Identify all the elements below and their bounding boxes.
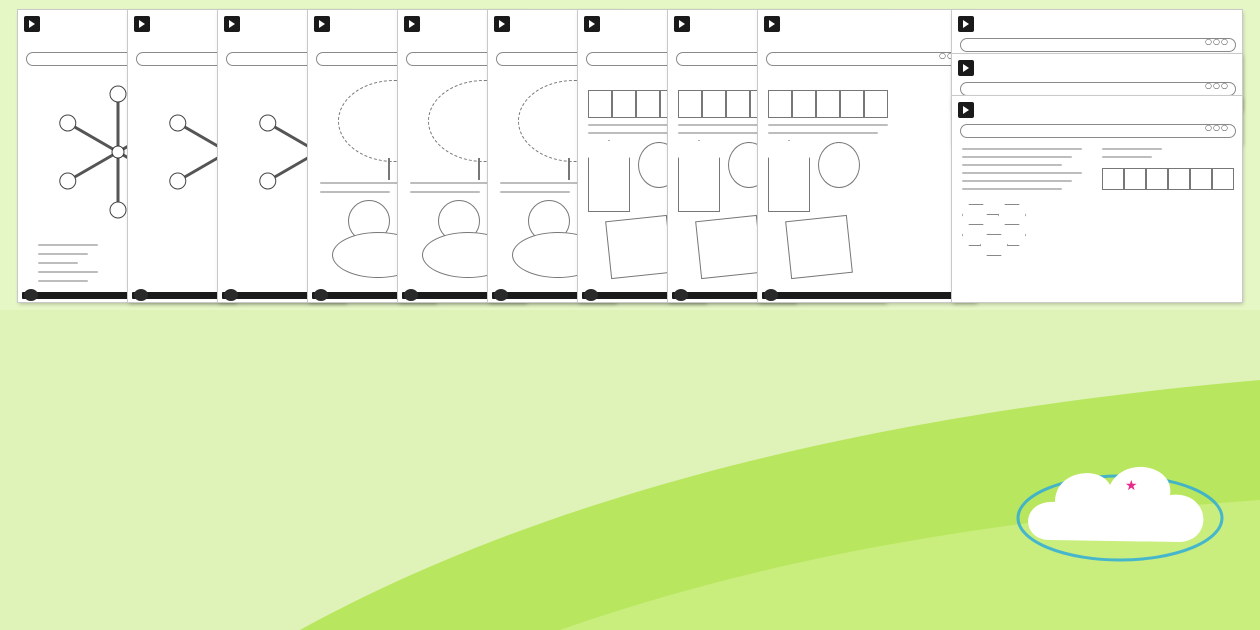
answer-box bbox=[588, 90, 612, 118]
text-line bbox=[962, 188, 1062, 190]
text-line bbox=[410, 191, 480, 193]
answer-box bbox=[702, 90, 726, 118]
text-line bbox=[962, 156, 1072, 158]
text-line bbox=[500, 191, 570, 193]
twinkl-cloud-logo bbox=[1010, 440, 1230, 620]
text-line bbox=[768, 124, 888, 126]
learning-objective-bar bbox=[960, 38, 1236, 52]
text-line bbox=[38, 262, 78, 264]
dice-box bbox=[1146, 168, 1168, 190]
dice-box bbox=[1190, 168, 1212, 190]
sheet-tag-icon bbox=[958, 16, 974, 32]
police-badge-sketch bbox=[818, 142, 860, 188]
text-line bbox=[1102, 156, 1152, 158]
evidence-sheet bbox=[695, 215, 763, 279]
sheet-tag-icon bbox=[24, 16, 40, 32]
evidence-sheet bbox=[785, 215, 853, 279]
sheet-tag-icon bbox=[314, 16, 330, 32]
answer-box bbox=[678, 90, 702, 118]
learning-objective-bar bbox=[960, 82, 1236, 96]
text-line bbox=[962, 148, 1082, 150]
pair-worksheet-page[interactable] bbox=[952, 96, 1242, 302]
answer-box bbox=[636, 90, 660, 118]
text-line bbox=[38, 271, 98, 273]
sheet-tag-icon bbox=[134, 16, 150, 32]
page-footer bbox=[762, 292, 972, 299]
worksheet-page[interactable] bbox=[758, 10, 976, 302]
house-sketch bbox=[678, 140, 720, 212]
sheet-tag-icon bbox=[494, 16, 510, 32]
sheet-tag-icon bbox=[584, 16, 600, 32]
house-sketch bbox=[768, 140, 810, 212]
text-line bbox=[962, 164, 1062, 166]
sheet-tag-icon bbox=[224, 16, 240, 32]
answer-box bbox=[816, 90, 840, 118]
sheet-tag-icon bbox=[764, 16, 780, 32]
dice-box bbox=[1212, 168, 1234, 190]
answer-box bbox=[840, 90, 864, 118]
text-line bbox=[320, 191, 390, 193]
dice-box bbox=[1168, 168, 1190, 190]
sheet-tag-icon bbox=[958, 60, 974, 76]
sheet-tag-icon bbox=[674, 16, 690, 32]
text-line bbox=[38, 244, 98, 246]
text-line bbox=[768, 132, 878, 134]
answer-box bbox=[612, 90, 636, 118]
dice-box bbox=[1124, 168, 1146, 190]
text-line bbox=[1102, 148, 1162, 150]
house-sketch bbox=[588, 140, 630, 212]
evidence-sheet bbox=[605, 215, 673, 279]
answer-box bbox=[864, 90, 888, 118]
text-line bbox=[962, 180, 1072, 182]
sheet-tag-icon bbox=[404, 16, 420, 32]
answer-box bbox=[768, 90, 792, 118]
text-line bbox=[320, 182, 400, 184]
answer-box bbox=[726, 90, 750, 118]
sheet-tag-icon bbox=[958, 102, 974, 118]
dice-box bbox=[1102, 168, 1124, 190]
learning-objective-bar bbox=[960, 124, 1236, 138]
text-line bbox=[962, 172, 1082, 174]
text-line bbox=[500, 182, 580, 184]
learning-objective-bar bbox=[766, 52, 970, 66]
text-line bbox=[410, 182, 490, 184]
text-line bbox=[38, 253, 88, 255]
twinkl-star-icon: ★ bbox=[1125, 478, 1138, 494]
answer-box bbox=[792, 90, 816, 118]
text-line bbox=[38, 280, 88, 282]
